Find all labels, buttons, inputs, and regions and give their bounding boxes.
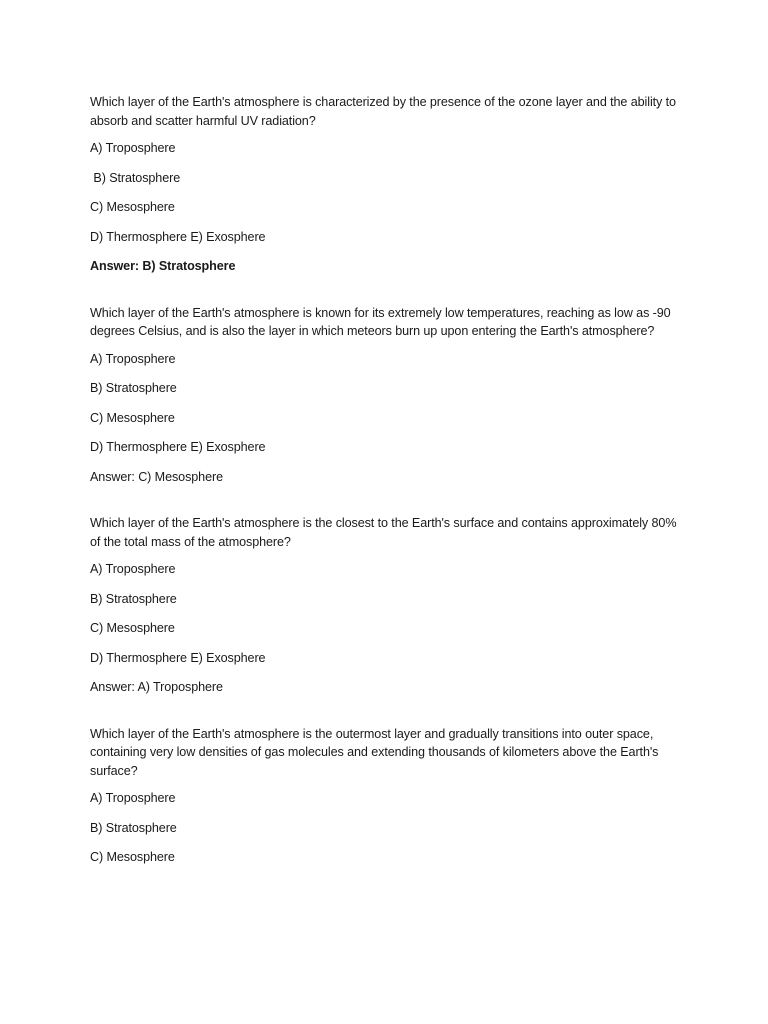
question-text: Which layer of the Earth's atmosphere is characterized by the presence of the ozone layer and the ability to absorb and scatter harmful UV radiation? (90, 95, 676, 128)
option-b: B) Stratosphere (90, 381, 177, 395)
document-page (90, 93, 690, 895)
option-c: C) Mesosphere (90, 850, 175, 864)
option-b: B) Stratosphere (90, 820, 177, 835)
question-text: Which layer of the Earth's atmosphere is known for its extremely low temperatures, reaching as low as -90 degrees Celsius, and is also the layer in which meteors burn up upon entering the Earth's atmosphere? (90, 305, 671, 338)
answer-text: Answer: C) Mesosphere (90, 469, 223, 484)
option-d-e: D) Thermosphere E) Exosphere (90, 440, 266, 454)
option-c: C) Mesosphere (90, 621, 175, 635)
option-a: A) Troposphere (90, 141, 176, 155)
option-d-e: D) Thermosphere E) Exosphere (90, 650, 266, 665)
question-block (90, 725, 690, 867)
answer-text: Answer: B) Stratosphere (90, 259, 236, 273)
question-block (90, 304, 690, 487)
answer-text: Answer: A) Troposphere (90, 680, 223, 694)
question-text: Which layer of the Earth's atmosphere is the closest to the Earth's surface and contains approximately 80% of the total mass of the atmosphere? (90, 516, 677, 549)
option-b: B) Stratosphere (90, 170, 181, 185)
question-block (90, 93, 690, 276)
option-a: A) Troposphere (90, 562, 176, 576)
option-c: C) Mesosphere (90, 410, 175, 425)
question-block (90, 514, 690, 697)
option-a: A) Troposphere (90, 791, 176, 805)
option-c: C) Mesosphere (90, 200, 175, 214)
option-b: B) Stratosphere (90, 591, 177, 606)
option-a: A) Troposphere (90, 351, 176, 366)
question-text: Which layer of the Earth's atmosphere is the outermost layer and gradually transitions into outer space, containing very low densities of gas molecules and extending thousands of kilometers above the Earth's surface? (90, 726, 659, 778)
option-d-e: D) Thermosphere E) Exosphere (90, 229, 266, 244)
